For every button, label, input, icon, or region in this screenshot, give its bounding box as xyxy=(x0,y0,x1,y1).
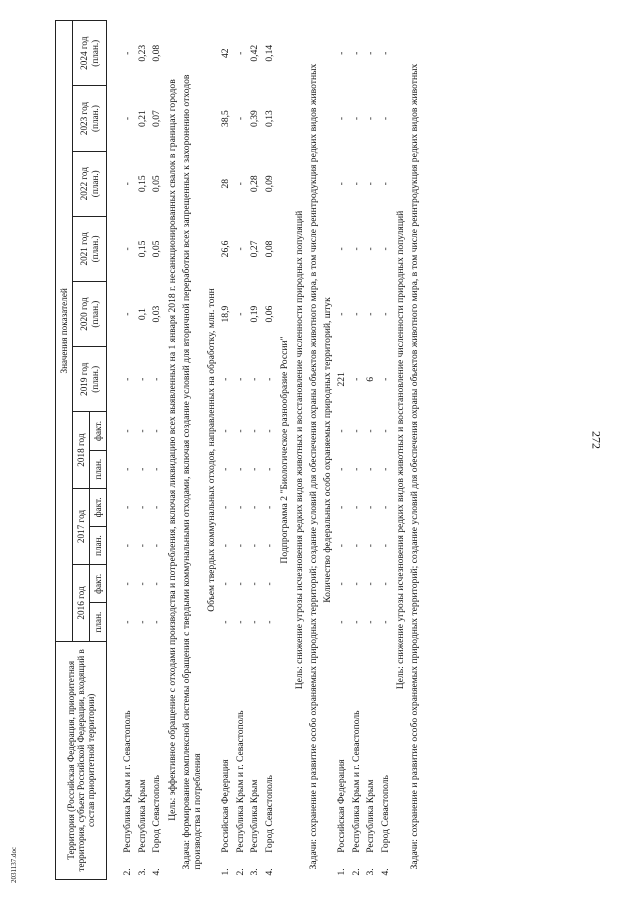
table-row xyxy=(335,21,350,880)
spacer-row xyxy=(107,21,122,880)
value-cell: - xyxy=(365,51,377,55)
value-cell: - xyxy=(379,467,391,471)
table-row xyxy=(234,21,249,880)
value-cell: - xyxy=(336,582,348,586)
header-year-2019: 2019 год (план.) xyxy=(73,347,107,412)
value-cell: - xyxy=(365,247,377,251)
section-text: Цель: снижение угрозы исчезновения редких видов животных и восстановление численности природных популяций xyxy=(294,210,306,690)
section-text: Цель: снижение угрозы исчезновения редких видов животных и восстановление численности природных популяций xyxy=(395,210,407,690)
value-cell: - xyxy=(122,429,134,433)
value-cell: 0,14 xyxy=(263,44,275,62)
value-cell: - xyxy=(249,582,261,586)
task-row xyxy=(307,21,320,880)
value-cell: 0,27 xyxy=(249,240,261,258)
value-cell: - xyxy=(263,467,275,471)
value-cell: - xyxy=(350,182,362,186)
value-cell: - xyxy=(336,467,348,471)
rotated-indicator-table-sheet xyxy=(55,20,565,880)
value-cell: - xyxy=(220,429,232,433)
value-cell: - xyxy=(350,582,362,586)
row-number: 3. xyxy=(136,868,148,876)
value-cell: - xyxy=(365,620,377,624)
header-year-2016: 2016 год xyxy=(73,565,90,641)
header-2018-fact: факт. xyxy=(90,412,107,450)
value-cell: - xyxy=(220,377,232,381)
value-cell: - xyxy=(336,505,348,510)
value-cell: 0,39 xyxy=(249,110,261,127)
value-cell: - xyxy=(122,467,134,471)
value-cell: - xyxy=(350,247,362,251)
value-cell: - xyxy=(136,620,148,624)
value-cell: - xyxy=(379,620,391,624)
value-cell: - xyxy=(249,544,261,548)
value-cell: - xyxy=(151,429,163,433)
value-cell: 0,08 xyxy=(151,44,163,62)
value-cell: - xyxy=(379,247,391,251)
indicator-row xyxy=(204,21,219,880)
section-text: Подпрограмма 2 "Биологическое разнообразие России" xyxy=(279,336,291,564)
table-row xyxy=(122,21,137,880)
value-cell: - xyxy=(122,247,134,251)
section-text: Цель: эффективное обращение с отходами производства и потребления, включая ликвидацию всех выявленных на 1 января 2018 г. несанкционированных свалок в границах городов xyxy=(167,79,178,821)
value-cell: 42 xyxy=(220,48,232,59)
header-territory: Территория (Российская Федерация, приоритетная территория, субъект Российской Федерации, входящий в состав приоритетной территории) xyxy=(56,641,107,879)
table-row xyxy=(151,21,166,880)
document-code: 2031137.doc xyxy=(10,846,18,883)
value-cell: - xyxy=(249,377,261,381)
table-row xyxy=(248,21,263,880)
section-row xyxy=(277,21,292,880)
value-cell: - xyxy=(350,467,362,471)
value-cell: - xyxy=(151,377,163,381)
value-cell: - xyxy=(379,544,391,548)
value-cell: - xyxy=(350,505,362,510)
value-cell: - xyxy=(234,544,246,548)
value-cell: - xyxy=(263,582,275,586)
value-cell: - xyxy=(336,544,348,548)
value-cell: - xyxy=(220,505,232,510)
value-cell: - xyxy=(122,51,134,55)
value-cell: - xyxy=(122,582,134,586)
value-cell: - xyxy=(136,467,148,471)
row-number: 1. xyxy=(336,868,348,876)
value-cell: - xyxy=(151,582,163,586)
table-row xyxy=(263,21,278,880)
value-cell: 0,1 xyxy=(136,308,148,321)
value-cell: 0,09 xyxy=(263,175,275,193)
value-cell: - xyxy=(234,620,246,624)
value-cell: - xyxy=(379,312,391,316)
value-cell: - xyxy=(263,429,275,433)
value-cell: 0,08 xyxy=(263,240,275,258)
value-cell: 0,15 xyxy=(136,240,148,258)
value-cell: 6 xyxy=(365,376,377,382)
value-cell: - xyxy=(122,505,134,510)
value-cell: - xyxy=(336,312,348,316)
table-row xyxy=(219,21,234,880)
value-cell: - xyxy=(336,51,348,55)
value-cell: - xyxy=(350,620,362,624)
value-cell: - xyxy=(365,116,377,121)
value-cell: - xyxy=(249,505,261,510)
value-cell: - xyxy=(350,429,362,433)
value-cell: 0,13 xyxy=(263,110,275,127)
header-year-2018: 2018 год xyxy=(73,412,90,488)
value-cell: 0,28 xyxy=(249,175,261,193)
header-values: Значения показателей xyxy=(56,21,73,642)
value-cell: - xyxy=(122,116,134,121)
task-text: Задачи: сохранение и развитие особо охраняемых природных территорий; создание условий для обеспечения охраны объектов животного мира, в том числе реинтродукция редких видов животных xyxy=(409,63,421,870)
table-row xyxy=(350,21,365,880)
header-2017-fact: факт. xyxy=(90,488,107,526)
value-cell: - xyxy=(263,505,275,510)
value-cell: - xyxy=(365,429,377,433)
row-number: 2. xyxy=(122,868,134,876)
table-row xyxy=(136,21,151,880)
value-cell: 26,6 xyxy=(220,240,232,258)
table-row xyxy=(379,21,394,880)
value-cell: - xyxy=(151,544,163,548)
row-number: 3. xyxy=(365,868,377,876)
value-cell: 0,23 xyxy=(136,44,148,62)
row-number: 2. xyxy=(350,868,362,876)
value-cell: - xyxy=(249,620,261,624)
table-header xyxy=(56,21,107,880)
value-cell: - xyxy=(136,505,148,510)
value-cell: - xyxy=(234,116,246,121)
header-year-2022: 2022 год (план.) xyxy=(73,151,107,216)
value-cell: - xyxy=(379,182,391,186)
row-territory: Город Севастополь xyxy=(379,775,391,853)
value-cell: 0,05 xyxy=(151,240,163,258)
value-cell: - xyxy=(379,377,391,381)
value-cell: - xyxy=(336,429,348,433)
row-territory: Город Севастополь xyxy=(263,775,275,853)
row-number: 4. xyxy=(263,868,275,876)
row-territory: Российская Федерация xyxy=(336,759,348,853)
value-cell: - xyxy=(151,505,163,510)
value-cell: - xyxy=(365,582,377,586)
value-cell: - xyxy=(136,544,148,548)
value-cell: - xyxy=(336,116,348,121)
indicator-row xyxy=(320,21,335,880)
row-territory: Республика Крым и г. Севастополь xyxy=(350,710,362,853)
value-cell: 18,9 xyxy=(220,305,232,323)
header-year-2023: 2023 год (план.) xyxy=(73,86,107,151)
value-cell: - xyxy=(122,312,134,316)
value-cell: - xyxy=(263,377,275,381)
value-cell: - xyxy=(379,505,391,510)
value-cell: - xyxy=(122,182,134,186)
row-number: 3. xyxy=(249,868,261,876)
value-cell: - xyxy=(234,51,246,55)
section-row xyxy=(165,21,180,880)
row-territory: Республика Крым xyxy=(365,779,377,853)
task-row xyxy=(180,21,204,880)
value-cell: - xyxy=(220,620,232,624)
header-year-2020: 2020 год (план.) xyxy=(73,282,107,347)
header-year-2024: 2024 год (план.) xyxy=(73,21,107,86)
value-cell: - xyxy=(263,544,275,548)
value-cell: - xyxy=(234,467,246,471)
header-2018-plan: план. xyxy=(90,450,107,488)
value-cell: - xyxy=(234,182,246,186)
value-cell: 0,05 xyxy=(151,175,163,193)
value-cell: - xyxy=(379,51,391,55)
row-number: 1. xyxy=(220,868,232,876)
value-cell: - xyxy=(122,544,134,548)
value-cell: - xyxy=(220,582,232,586)
value-cell: 0,19 xyxy=(249,305,261,323)
value-cell: - xyxy=(350,544,362,548)
row-number: 2. xyxy=(234,868,246,876)
value-cell: 38,5 xyxy=(220,110,232,127)
value-cell: - xyxy=(365,544,377,548)
indicator-text: Объем твердых коммунальных отходов, направленных на обработку, млн. тонн xyxy=(206,288,218,612)
value-cell: - xyxy=(234,582,246,586)
value-cell: - xyxy=(249,429,261,433)
value-cell: 221 xyxy=(336,372,348,387)
value-cell: - xyxy=(336,620,348,624)
row-territory: Республика Крым и г. Севастополь xyxy=(122,710,134,853)
value-cell: - xyxy=(350,377,362,381)
value-cell: - xyxy=(365,467,377,471)
value-cell: - xyxy=(365,312,377,316)
value-cell: - xyxy=(234,429,246,433)
task-text: Задача: формирование комплексной системы обращения с твердыми коммунальными отходами, включая создание условий для вторичной переработки всех запрещенных к захоронению отходов производства и потребления xyxy=(181,74,204,870)
value-cell: - xyxy=(249,467,261,471)
value-cell: 0,42 xyxy=(249,44,261,62)
row-territory: Республика Крым и г. Севастополь xyxy=(234,710,246,853)
value-cell: - xyxy=(379,582,391,586)
value-cell: - xyxy=(365,505,377,510)
row-territory: Республика Крым xyxy=(249,779,261,853)
value-cell: 28 xyxy=(220,178,232,189)
table-body xyxy=(107,21,422,880)
value-cell: 0,21 xyxy=(136,110,148,127)
header-2016-fact: факт. xyxy=(90,565,107,603)
task-row xyxy=(408,21,421,880)
value-cell: - xyxy=(220,467,232,471)
row-territory: Российская Федерация xyxy=(220,759,232,853)
header-2017-plan: план. xyxy=(90,527,107,565)
value-cell: - xyxy=(122,377,134,381)
value-cell: - xyxy=(263,620,275,624)
value-cell: - xyxy=(365,182,377,186)
value-cell: - xyxy=(136,582,148,586)
indicator-text: Количество федеральных особо охраняемых природных территорий, штук xyxy=(322,297,334,603)
header-year-2017: 2017 год xyxy=(73,488,90,564)
value-cell: - xyxy=(350,312,362,316)
row-territory: Республика Крым xyxy=(136,779,148,853)
value-cell: - xyxy=(336,182,348,186)
section-row xyxy=(292,21,307,880)
row-number: 4. xyxy=(379,868,391,876)
value-cell: - xyxy=(151,620,163,624)
header-2016-plan: план. xyxy=(90,603,107,641)
indicator-table xyxy=(55,20,421,880)
header-year-2021: 2021 год (план.) xyxy=(73,216,107,281)
value-cell: - xyxy=(379,116,391,121)
value-cell: - xyxy=(136,377,148,381)
section-row xyxy=(393,21,408,880)
table-row xyxy=(364,21,379,880)
value-cell: 0,03 xyxy=(151,305,163,323)
page-number: 272 xyxy=(589,431,604,449)
value-cell: - xyxy=(350,116,362,121)
row-territory: Город Севастополь xyxy=(151,775,163,853)
task-text: Задачи: сохранение и развитие особо охраняемых природных территорий; создание условий для обеспечения охраны объектов животного мира, в том числе реинтродукция редких видов животных xyxy=(308,63,320,870)
value-cell: - xyxy=(122,620,134,624)
value-cell: 0,06 xyxy=(263,305,275,323)
value-cell: - xyxy=(379,429,391,433)
value-cell: - xyxy=(350,51,362,55)
value-cell: - xyxy=(234,312,246,316)
value-cell: - xyxy=(336,247,348,251)
value-cell: 0,07 xyxy=(151,110,163,127)
value-cell: - xyxy=(234,247,246,251)
value-cell: - xyxy=(136,429,148,433)
row-number: 4. xyxy=(151,868,163,876)
value-cell: - xyxy=(234,505,246,510)
value-cell: 0,15 xyxy=(136,175,148,193)
value-cell: - xyxy=(234,377,246,381)
value-cell: - xyxy=(220,544,232,548)
value-cell: - xyxy=(151,467,163,471)
